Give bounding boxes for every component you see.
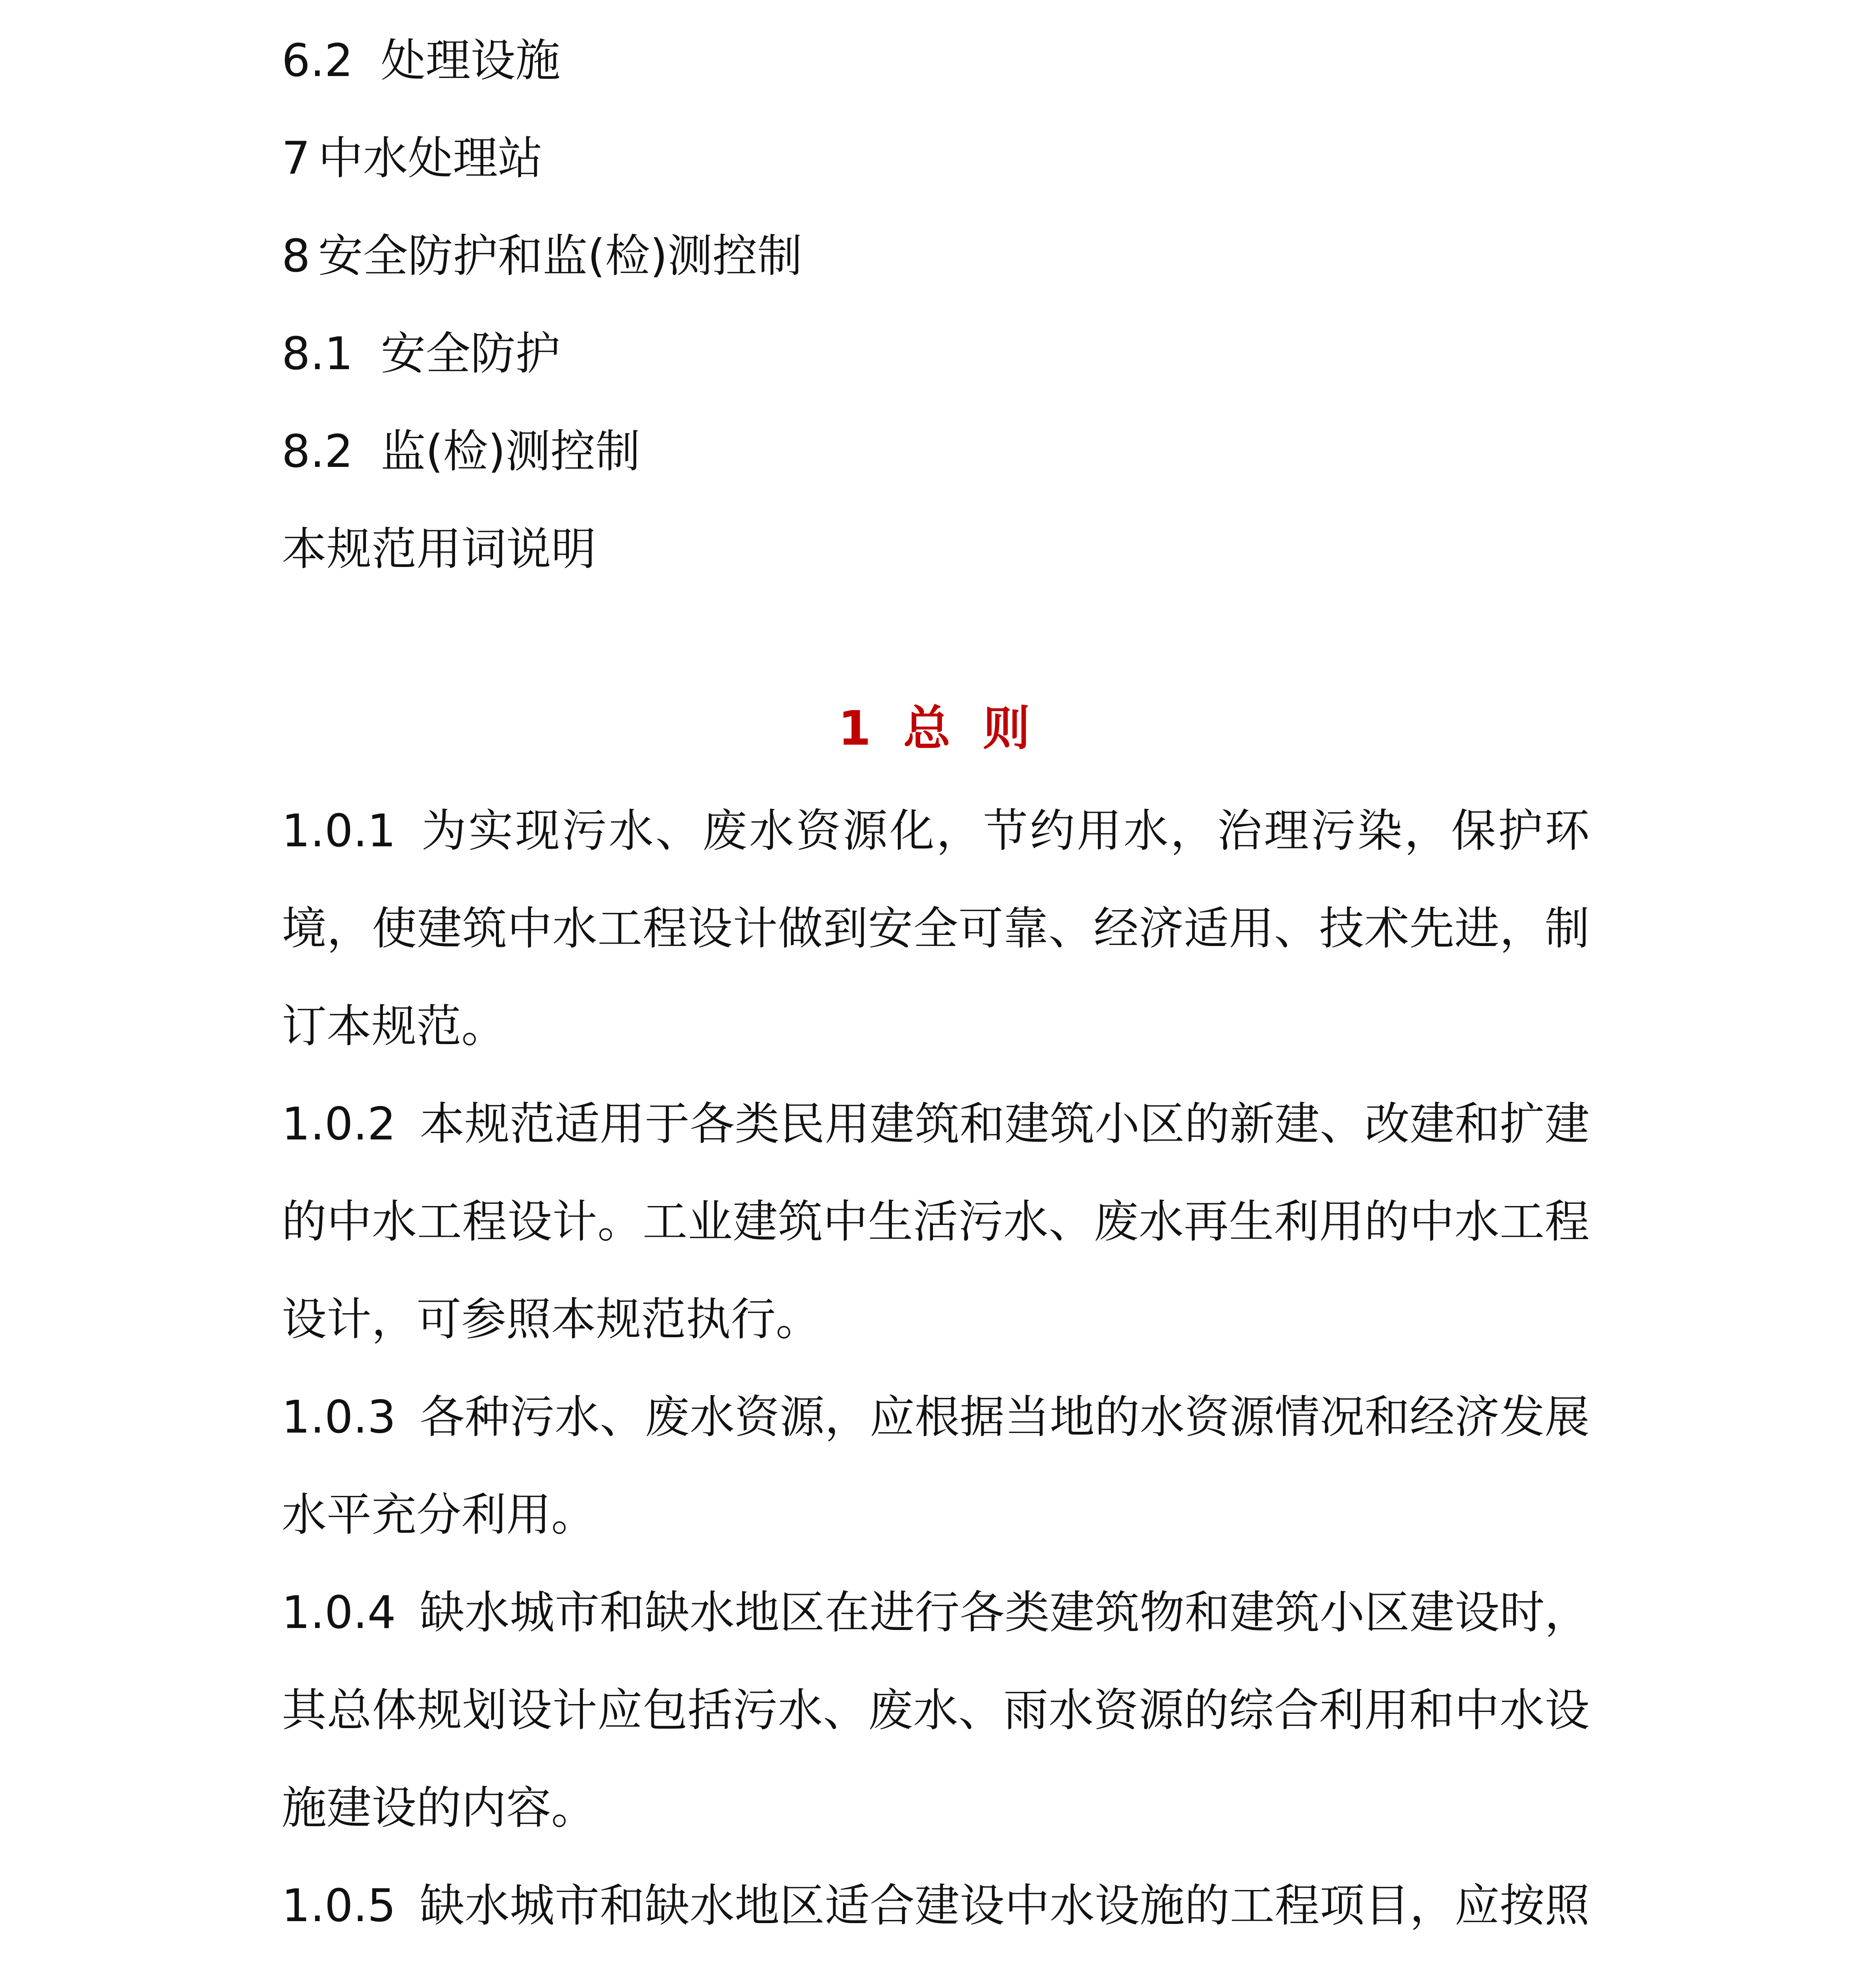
toc-item[interactable] xyxy=(282,12,1621,110)
clause-number: 1.0.4 xyxy=(282,1586,396,1639)
clause-paragraph xyxy=(282,1564,1590,1857)
toc-item-title: 本规范用词说明 xyxy=(282,523,596,575)
chapter-title: 1 总 则 xyxy=(838,701,1038,756)
clause-number: 1.0.1 xyxy=(282,805,396,857)
clause-text: 为实现污水、废水资源化，节约用水，治理污染，保护环境，使建筑中水工程设计做到安全可靠、经济适用、技术先进，制订本规范。 xyxy=(282,805,1590,1052)
clause-number: 1.0.2 xyxy=(282,1098,396,1150)
toc-item[interactable] xyxy=(282,305,1621,403)
clause-paragraph xyxy=(282,782,1590,1075)
toc-item-number: 8 xyxy=(282,230,310,282)
toc-item-title: 监(检)测控制 xyxy=(381,425,641,478)
toc-item-number: 8.1 xyxy=(282,327,353,380)
chapter-body xyxy=(282,782,1590,1970)
toc-item[interactable] xyxy=(282,207,1621,305)
clause-text: 缺水城市和缺水地区在进行各类建筑物和建筑小区建设时，其总体规划设计应包括污水、废水、雨水资源的综合利用和中水设施建设的内容。 xyxy=(282,1586,1590,1834)
clause-number: 1.0.5 xyxy=(282,1879,396,1932)
toc-item-title: 中水处理站 xyxy=(318,132,543,184)
clause-paragraph xyxy=(282,1857,1590,1970)
clause-text: 各种污水、废水资源，应根据当地的水资源情况和经济发展水平充分利用。 xyxy=(282,1391,1590,1541)
clause-number: 1.0.3 xyxy=(282,1391,396,1443)
toc-item[interactable] xyxy=(282,110,1621,207)
toc-item-title: 安全防护和监(检)测控制 xyxy=(318,230,802,282)
toc-item-number: 7 xyxy=(282,132,310,184)
toc-item-title: 安全防护 xyxy=(381,327,561,380)
clause-paragraph xyxy=(282,1368,1590,1564)
toc-item[interactable] xyxy=(282,403,1621,500)
toc-item-title: 处理设施 xyxy=(381,34,561,87)
toc-item[interactable] xyxy=(282,500,1621,598)
toc-item-number: 6.2 xyxy=(282,34,353,87)
clause-text: 本规范适用于各类民用建筑和建筑小区的新建、改建和扩建的中水工程设计。工业建筑中生活污水、废水再生利用的中水工程设计，可参照本规范执行。 xyxy=(282,1098,1590,1346)
clause-paragraph xyxy=(282,1075,1590,1368)
table-of-contents xyxy=(282,12,1621,598)
clause-text: 缺水城市和缺水地区适合建设中水设施的工程项目，应按照 xyxy=(420,1879,1590,1932)
toc-item-number: 8.2 xyxy=(282,425,353,478)
